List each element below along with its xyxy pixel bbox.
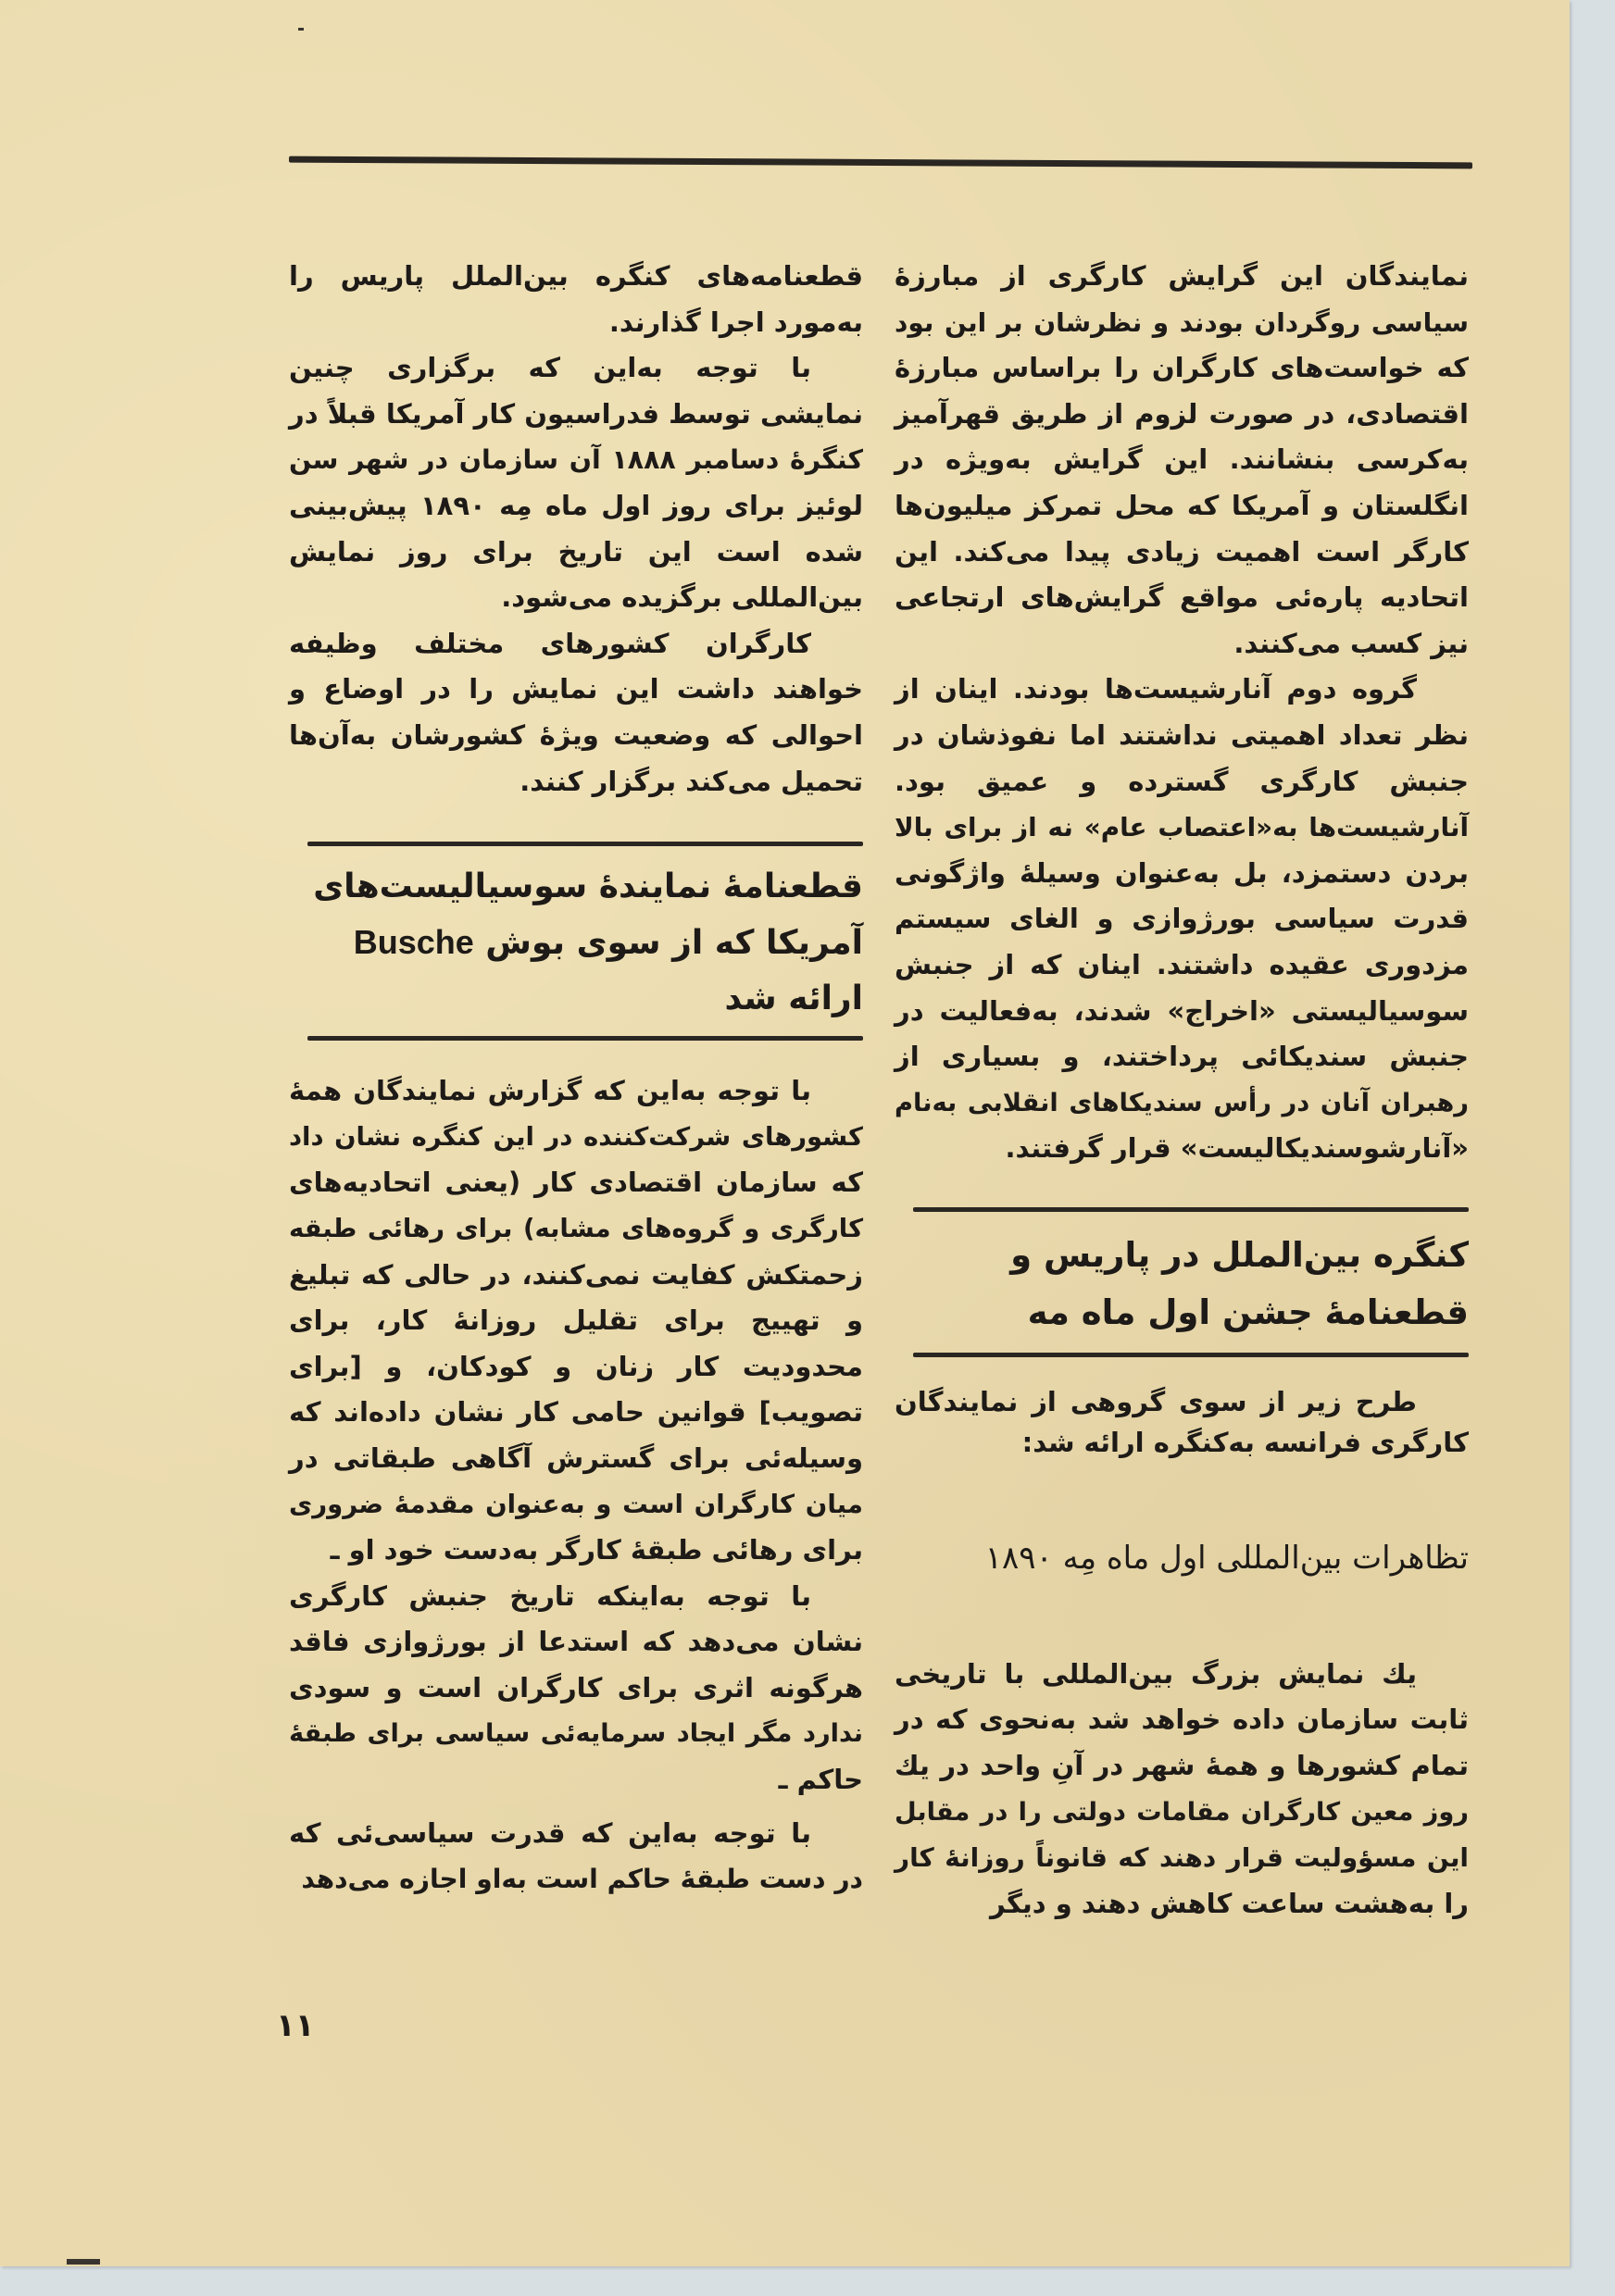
section-rule — [307, 1036, 863, 1041]
text-line: حاکم ـ — [778, 1764, 863, 1796]
text-line: آنارشیست‌ها به«اعتصاب عام» نه از برای بالا — [895, 812, 1469, 843]
text-line: شده است این تاریخ برای روز نمایش — [289, 535, 863, 568]
heading-line: قطعنامهٔ نمایندهٔ سوسیالیست‌های — [313, 867, 863, 906]
text-line: کنگرهٔ دسامبر ۱۸۸۸ آن سازمان در شهر سن — [289, 444, 863, 476]
text-line: تحمیل می‌کند برگزار کنند. — [520, 765, 863, 797]
text-line: نظر تعداد اهمیتی نداشتند اما نفوذشان در — [895, 718, 1469, 751]
text-line: سیاسی روگردان بودند و نظرشان بر این بود — [895, 306, 1469, 338]
text-line: با توجه به‌این که برگزاری چنین — [289, 352, 811, 384]
text-line: نشان می‌دهد که استدعا از بورژوازی فاقد — [289, 1626, 863, 1658]
text-line: نمایندگان این گرایش کارگری از مبارزهٔ — [895, 260, 1469, 292]
heading-line: کنگره بین‌الملل در پاریس و — [1010, 1234, 1469, 1275]
margin-mark — [67, 2259, 100, 2265]
text-line: به‌مورد اجرا گذارند. — [608, 306, 863, 338]
subheading: تظاهرات بین‌المللی اول ماه مِه ۱۸۹۰ — [984, 1539, 1469, 1577]
text-line: با توجه به‌این که قدرت سیاسی‌ئی که — [289, 1816, 811, 1849]
scan-mark — [298, 28, 304, 31]
text-line: که سازمان اقتصادی کار (یعنی اتحادیه‌های — [289, 1167, 863, 1199]
text-line: رهبران آنان در رأس سندیکاهای انقلابی به‌نام — [895, 1088, 1469, 1117]
text-line: نیز کسب می‌کنند. — [1233, 627, 1469, 659]
text-line: را به‌هشت ساعت کاهش دهند و دیگر — [989, 1887, 1469, 1919]
text-line: روز معین کارگران مقامات دولتی را در مقابل — [895, 1797, 1469, 1827]
paragraph — [895, 1652, 1469, 1928]
text-line: مزدوری عقیده داشتند. اینان که از جنبش — [895, 948, 1469, 980]
paragraph — [289, 1811, 863, 1903]
text-line: وسیله‌ئی برای گسترش آگاهی طبقاتی در — [289, 1441, 863, 1474]
page-number: ۱۱ — [276, 2007, 315, 2044]
top-rule — [289, 156, 1472, 169]
text-line: که خواست‌های کارگران را براساس مبارزهٔ — [895, 352, 1469, 384]
text-line: انگلستان و آمریکا که محل تمرکز میلیون‌ها — [895, 489, 1469, 521]
text-line: برای رهائی طبقهٔ کارگر به‌دست خود او ـ — [330, 1534, 863, 1566]
text-line: کارگر است اهمیت زیادی پیدا می‌کند. این — [895, 535, 1469, 568]
section-heading — [895, 1227, 1469, 1341]
text-line: جنبش سندیکائی پرداختند، و بسیاری از — [895, 1041, 1469, 1073]
paragraph — [289, 254, 863, 345]
text-line: تصویب] قوانین حامی کار نشان داده‌اند که — [289, 1396, 863, 1429]
heading-line: ارائه شد — [724, 980, 863, 1018]
section-heading — [289, 859, 863, 1027]
section-rule — [913, 1207, 1469, 1212]
text-line: این مسؤولیت قرار دهند که قانوناً روزانهٔ کار — [895, 1842, 1469, 1874]
text-line: اتحادیه پاره‌ئی مواقع گرایش‌های ارتجاعی — [895, 581, 1469, 614]
text-line: محدودیت کار زنان و کودکان، و [برای — [289, 1350, 863, 1382]
paragraph — [895, 667, 1469, 1172]
text-line: طرح زیر از سوی گروهی از نمایندگان — [895, 1385, 1417, 1417]
text-line: کشورهای شرکت‌کننده در این کنگره نشان داد — [289, 1122, 863, 1152]
text-line: کارگران کشورهای مختلف وظیفه — [289, 627, 811, 659]
text-line: سوسیالیستی «اخراج» شدند، به‌فعالیت در — [895, 994, 1469, 1027]
text-line: بین‌المللی برگزیده می‌شود. — [501, 581, 863, 614]
text-line: بردن دستمزد، بل به‌عنوان وسیلهٔ واژگونی — [895, 856, 1469, 889]
heading-line: قطعنامهٔ جشن اول ماه مه — [1027, 1292, 1469, 1332]
text-line: با توجه به‌اینکه تاریخ جنبش کارگری — [289, 1579, 811, 1612]
paragraph — [289, 1068, 863, 1574]
paragraph — [289, 1574, 863, 1803]
section-rule — [307, 842, 863, 846]
text-line: کارگری و گروه‌های مشابه) برای رهائی طبقه — [289, 1214, 863, 1243]
text-line: گروه دوم آنارشیست‌ها بودند. اینان از — [895, 673, 1417, 705]
paragraph — [895, 254, 1469, 667]
text-line: و تهییج برای تقلیل روزانهٔ کار، برای — [289, 1304, 863, 1337]
intro-paragraph — [895, 1381, 1469, 1463]
text-line: نمایشی توسط فدراسیون کار آمریکا قبلاً در — [289, 397, 863, 430]
text-line: ندارد مگر ایجاد سرمایه‌ئی سیاسی برای طبقهٔ — [289, 1719, 863, 1749]
text-line: در دست طبقهٔ حاکم است به‌او اجازه می‌دهد — [301, 1864, 863, 1895]
text-line: اقتصادی، در صورت لزوم از طریق قهرآمیز — [895, 397, 1469, 430]
paragraph — [289, 621, 863, 805]
text-line: احوالی که وضعیت ویژهٔ کشورشان به‌آن‌ها — [289, 718, 863, 751]
text-line: ثابت سازمان داده خواهد شد به‌نحوی که در — [895, 1703, 1469, 1736]
text-line: جنبش کارگری گسترده و عمیق بود. — [895, 765, 1469, 797]
paragraph — [289, 345, 863, 621]
text-line: کارگری فرانسه به‌کنگره ارائه شد: — [1021, 1426, 1469, 1458]
text-line: یك نمایش بزرگ بین‌المللی با تاریخی — [895, 1657, 1417, 1690]
text-line: تمام کشورها و همهٔ شهر در آنِ واحد در یك — [895, 1750, 1469, 1782]
text-line: هرگونه اثری برای کارگران است و سودی — [289, 1671, 863, 1703]
text-line: میان کارگران است و به‌عنوان مقدمهٔ ضروری — [289, 1489, 863, 1520]
text-line: خواهند داشت این نمایش را در اوضاع و — [289, 673, 863, 705]
left-column — [289, 254, 863, 1903]
text-line: قطعنامه‌های کنگره بین‌الملل پاریس را — [289, 260, 863, 292]
text-line: قدرت سیاسی بورژوازی و الغای سیستم — [895, 903, 1469, 935]
section-rule — [913, 1353, 1469, 1357]
text-line: به‌کرسی بنشانند. این گرایش به‌ویژه در — [895, 443, 1469, 476]
text-line: «آنارشوسندیکالیست» قرار گرفتند. — [1005, 1132, 1469, 1165]
heading-latin-name: Busche — [353, 923, 474, 962]
text-line: زحمتکش کفایت نمی‌کنند، در حالی که تبلیغ — [289, 1258, 863, 1291]
right-column — [895, 254, 1469, 1927]
text-line: لوئیز برای روز اول ماه مِه ۱۸۹۰ پیش‌بینی — [289, 489, 863, 521]
heading-text: آمریکا که از سوی بوش — [485, 924, 863, 963]
text-line: با توجه به‌این که گزارش نمایندگان همهٔ — [289, 1075, 811, 1107]
